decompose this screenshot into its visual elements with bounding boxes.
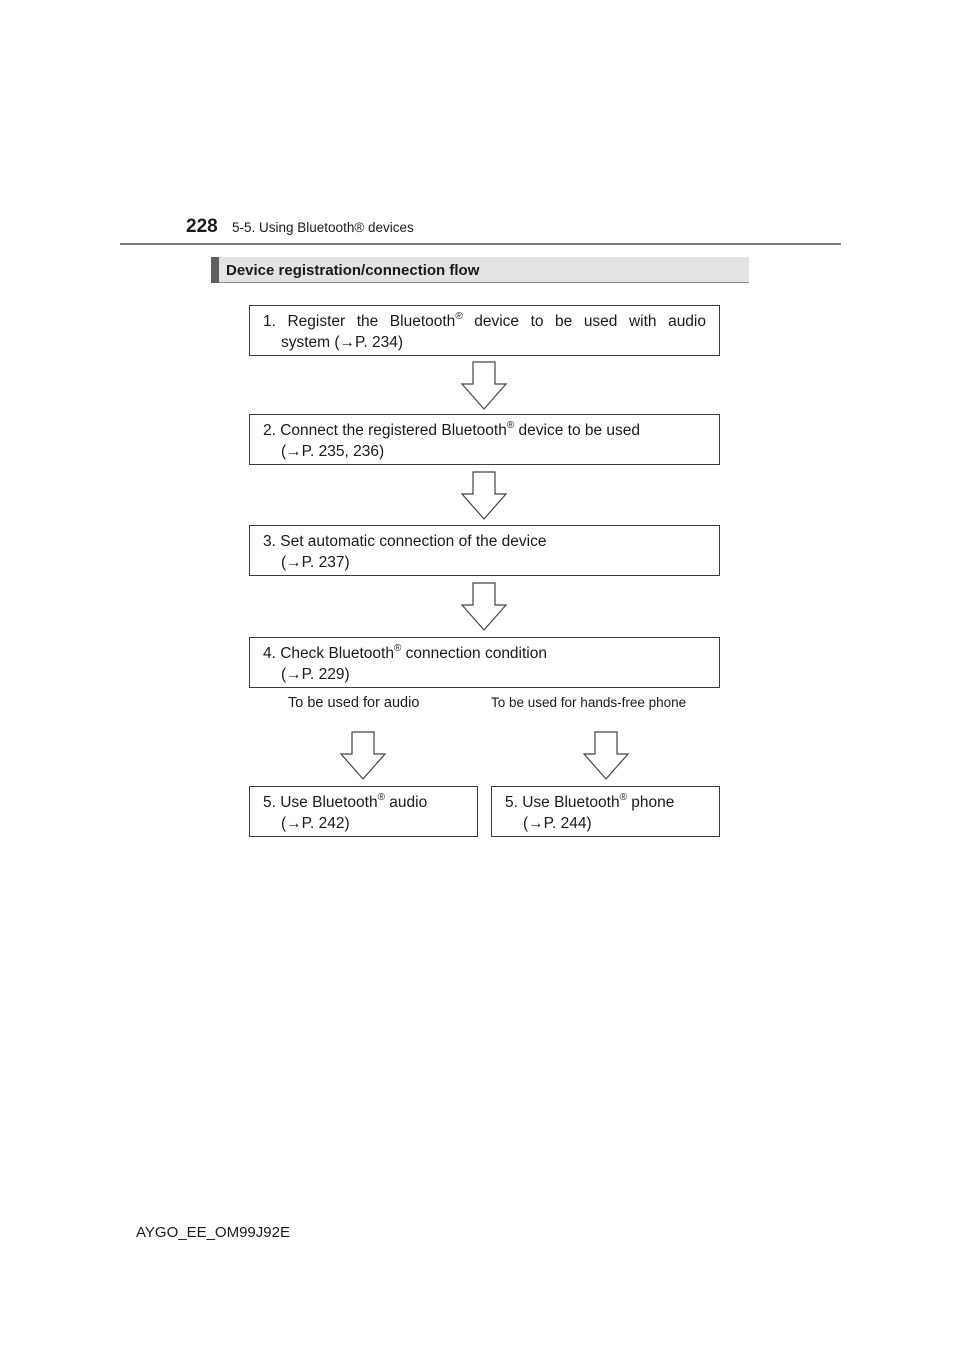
flow-step-5-phone-line1: 5. Use Bluetooth® phone bbox=[505, 792, 675, 811]
down-arrow-icon bbox=[460, 582, 508, 632]
flow-step-4-reference: (→P. 229) bbox=[281, 666, 350, 683]
flow-step-5-audio-line1: 5. Use Bluetooth® audio bbox=[263, 792, 428, 811]
flow-step-4-line1: 4. Check Bluetooth® connection condition bbox=[263, 643, 547, 662]
section-title: 5-5. Using Bluetooth® devices bbox=[232, 220, 414, 235]
flow-step-3-reference: (→P. 237) bbox=[281, 554, 350, 571]
section-heading-accent bbox=[211, 257, 219, 283]
flow-step-5-phone bbox=[491, 786, 720, 837]
flow-step-2-reference: (→P. 235, 236) bbox=[281, 443, 385, 460]
flow-step-1 bbox=[249, 305, 720, 356]
flow-step-3-line1: 3. Set automatic connection of the device bbox=[263, 533, 547, 550]
down-arrow-icon bbox=[460, 471, 508, 521]
branch-label-phone: To be used for hands-free phone bbox=[491, 695, 687, 710]
flow-step-4 bbox=[249, 637, 720, 688]
flow-step-2-line1: 2. Connect the registered Bluetooth® device to be used bbox=[263, 420, 641, 439]
down-arrow-icon bbox=[582, 731, 630, 781]
down-arrow-icon bbox=[339, 731, 387, 781]
flow-step-5-audio-reference: (→P. 242) bbox=[281, 815, 350, 832]
flow-step-3 bbox=[249, 525, 720, 576]
branch-label-audio: To be used for audio bbox=[288, 695, 420, 711]
header-divider bbox=[120, 243, 841, 245]
flow-step-5-phone-reference: (→P. 244) bbox=[523, 815, 592, 832]
down-arrow-icon bbox=[460, 361, 508, 411]
document-code: AYGO_EE_OM99J92E bbox=[136, 1224, 290, 1241]
flow-step-1-line1: 1. Register the Bluetooth® device to be used with audio bbox=[263, 311, 706, 330]
flow-step-1-reference: system (→P. 234) bbox=[281, 334, 404, 351]
flow-step-5-audio bbox=[249, 786, 478, 837]
page-number: 228 bbox=[186, 216, 218, 237]
flow-step-2 bbox=[249, 414, 720, 465]
section-heading: Device registration/connection flow bbox=[226, 262, 480, 279]
